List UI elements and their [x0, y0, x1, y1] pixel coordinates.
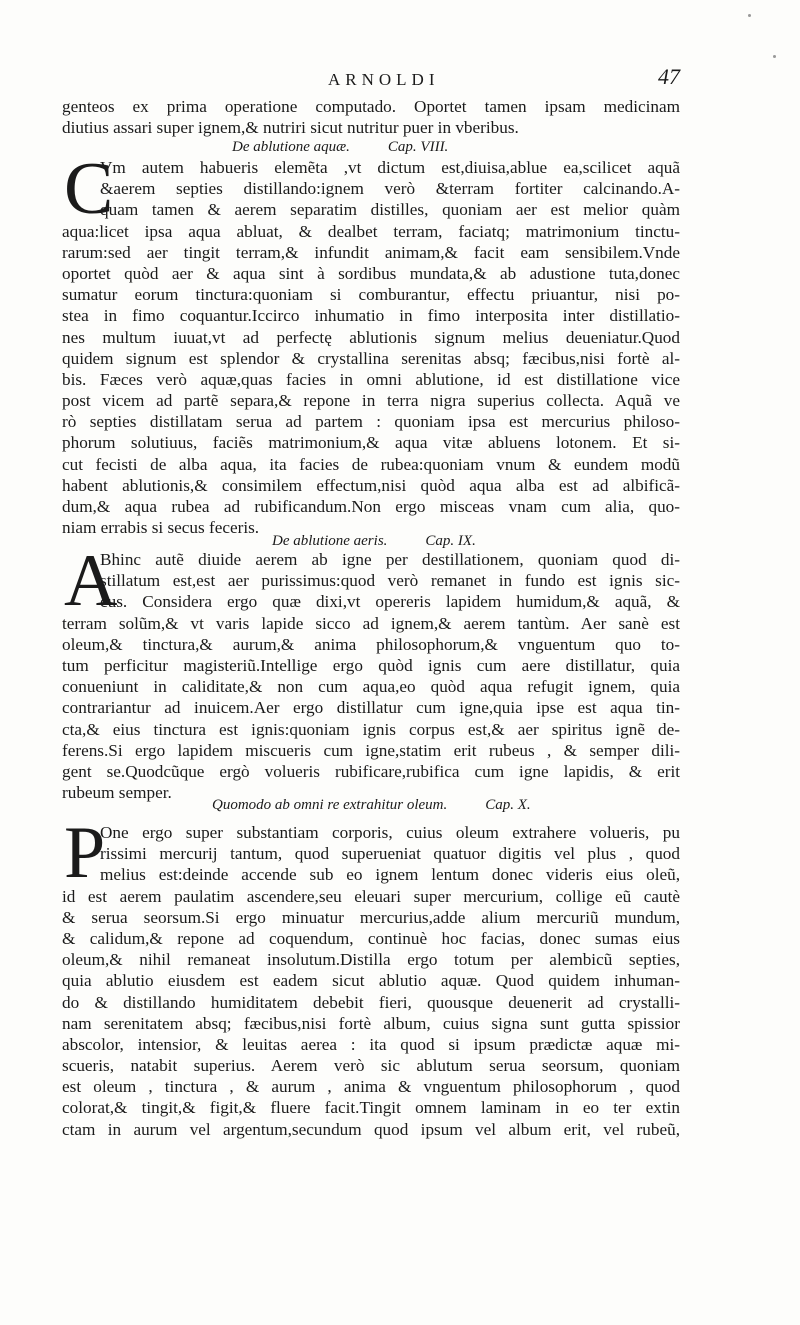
intro-paragraph: [62, 96, 680, 138]
text-line: rissimi mercurij tantum, quod superueniat quatuor digitis vel plus , quod: [100, 844, 680, 864]
text-line: cut fecisti de alba aqua, ita facies de rubea:quoniam vnum & eundem modũ: [62, 454, 680, 474]
paper-speck: [773, 55, 776, 58]
text-line: aqua:licet ipsa aqua abluat, & dealbet terram, faciatq; matrimonium tinctu-: [62, 221, 680, 241]
text-line: habent ablutionis,& consimilem effectum,nisi quòd aqua alba est ad albificã-: [62, 475, 680, 495]
page-header: [60, 64, 680, 98]
text-line: cus. Considera ergo quæ dixi,vt opereris lapidem humidum,& aquã, &: [100, 592, 680, 612]
text-line: est oleum , tinctura , & aurum , anima & vnguentum philosophorum , quod: [62, 1077, 680, 1097]
text-line: & calidum,& repone ad coquendum, continuè hoc facias, donec sumas eius: [62, 928, 680, 948]
chapter-title: De ablutione aeris.: [272, 533, 388, 549]
text-line: nam serenitatem absq; fæcibus,nisi fortè album, cuius signa sunt gutta spissior: [62, 1013, 680, 1033]
chapter-number: Cap. X.: [485, 797, 531, 813]
text-line: colorat,& tingit,& figit,& fluere facit.Tingit omnem laminam in eo ter extin: [62, 1098, 680, 1118]
text-line: cta,& eius tinctura est ignis:quoniam ignis corpus est,& aer spiritus ignẽ de-: [62, 719, 680, 739]
text-line: id est aerem paulatim ascendere,seu eleuari super mercurium, collige eũ cautè: [62, 886, 680, 906]
chapter-9-heading: [272, 533, 476, 550]
text-line: quia ablutio eiusdem est eadem sicut ablutio aquæ. Quod quidem inhuman-: [62, 971, 680, 991]
text-line: rarum:sed aer tingit terram,& infundit animam,& facit eam sensibilem.Vnde: [62, 242, 680, 262]
chapter-8-heading: [232, 139, 448, 156]
text-line: ctam in aurum vel argentum,secundum quod ipsum vel album erit, vel rubeũ,: [62, 1119, 680, 1139]
text-line: ferens.Si ergo lapidem miscueris cum igne,statim erit rubeus , & semper dili-: [62, 740, 680, 760]
text-line: & serua seorsum.Si ergo minuatur mercurius,adde alium mercuriũ mundum,: [62, 907, 680, 927]
chapter-number: Cap. VIII.: [387, 139, 449, 155]
text-line: stea in fimo coquantur.Iccirco inhumatio in fimo interposita inter distillatio-: [62, 306, 680, 326]
chapter-title: Quomodo ab omni re extrahitur oleum.: [212, 797, 448, 813]
text-line: dum,& aqua rubea ad rubificandum.Non ergo misceas vnam cum alia, quo-: [62, 497, 680, 516]
text-line: Vm autem habueris elemẽta ,vt dictum est,diuisa,ablue ea,scilicet aquã: [100, 158, 680, 177]
text-line: contrariantur ad inuicem.Aer ergo distillatur cum igne,quia ipse est aqua tin-: [62, 698, 680, 718]
text-line: quam tamen & aerem separatim distilles, quoniam aer est melior quàm: [100, 200, 680, 220]
drop-capital: A: [64, 540, 118, 622]
text-line: melius est:deinde accende sub eo ignem lentum donec videris eius oleũ,: [100, 865, 680, 885]
text-line: oleum,& tinctura,& aurum,& anima philosophorum,& vnguentum quo to-: [62, 634, 680, 654]
drop-capital: C: [64, 148, 114, 230]
text-line: conueniunt in caliditate,& non cum aqua,eo quòd aqua refugit ignem, quia: [62, 677, 680, 697]
text-line: bis. Fæces verò aquæ,quas facies in omni ablutione, id est distillatione vice: [62, 369, 680, 389]
chapter-8-text: [62, 157, 680, 538]
text-line: niam errabis si secus feceris.: [62, 518, 260, 538]
text-line: abscolor, intensior, & leuitas aerea : ita quod si ipsum prædictæ aquæ mi-: [62, 1034, 680, 1054]
text-line: stillatum est,est aer purissimus:quod verò remanet in fundo est ignis sic-: [100, 571, 680, 591]
text-line: nes multum iuuat,vt ad perfectę ablutionis signum melius deueniatur.Quod: [62, 327, 680, 347]
text-line: genteos ex prima operatione computado. Oportet tamen ipsam medicinam: [62, 97, 680, 116]
text-line: do & distillando humiditatem debebit fieri, quousque deuenerit ad crystalli-: [62, 992, 680, 1012]
chapter-title: De ablutione aquæ.: [232, 139, 350, 155]
text-line: oleum,& nihil remaneat insolutum.Distilla ergo totum per alembicũ septies,: [62, 950, 680, 970]
text-line: post vicem ad partẽ separa,& repone in terra nigra superius collecta. Aquã ve: [62, 391, 680, 411]
text-line: phorum solutiuus, faciẽs matrimonium,& aqua vitæ abluens lotonem. Et si-: [62, 433, 680, 453]
text-line: rò septies distillatam serua ad partem : quoniam ipsa est mercurius philoso-: [62, 412, 680, 432]
paper-speck: [748, 14, 751, 17]
text-line: sumatur eorum tinctura:quoniam si comburantur, effectu priuantur, nisi po-: [62, 285, 680, 305]
text-line: rubeum semper.: [62, 783, 172, 803]
text-line: tum perficitur magisteriũ.Intellige ergo quòd ignis cum aere distillatur, quia: [62, 655, 680, 675]
chapter-9-text: [62, 549, 680, 803]
text-line: diutius assari super ignem,& nutriri sicut nutritur puer in vberibus.: [62, 118, 519, 138]
text-line: Bhinc autẽ diuide aerem ab igne per destillationem, quoniam quod di-: [100, 550, 680, 569]
drop-capital: P: [64, 812, 106, 894]
text-line: terram solũm,& vt varis lapide sicco ad ignem,& aerem tantùm. Aer sanè est: [62, 613, 680, 633]
chapter-number: Cap. IX.: [425, 533, 476, 549]
running-head: ARNOLDI: [328, 70, 440, 89]
text-line: quidem signum est splendor & crystallina serenitas absq; fæcibus,nisi fortè al-: [62, 348, 680, 368]
chapter-10-text: [62, 822, 680, 1140]
page-number: 47: [658, 64, 680, 89]
text-line: gent se.Quodcũque ergò volueris rubificare,rubifica cum igne lapidis, & erit: [62, 761, 680, 781]
chapter-10-heading: [212, 797, 531, 814]
text-line: oportet quòd aer & aqua sint à sordibus mundata,& ab adustione tuta,donec: [62, 263, 680, 283]
text-line: One ergo super substantiam corporis, cuius oleum extrahere volueris, pu: [100, 823, 680, 842]
text-line: scueris, natabit superius. Aerem verò sic ablutum serua seorsum, quoniam: [62, 1056, 680, 1076]
text-line: &aerem septies distillando:ignem verò &terram fortiter calcinando.A-: [100, 179, 680, 199]
